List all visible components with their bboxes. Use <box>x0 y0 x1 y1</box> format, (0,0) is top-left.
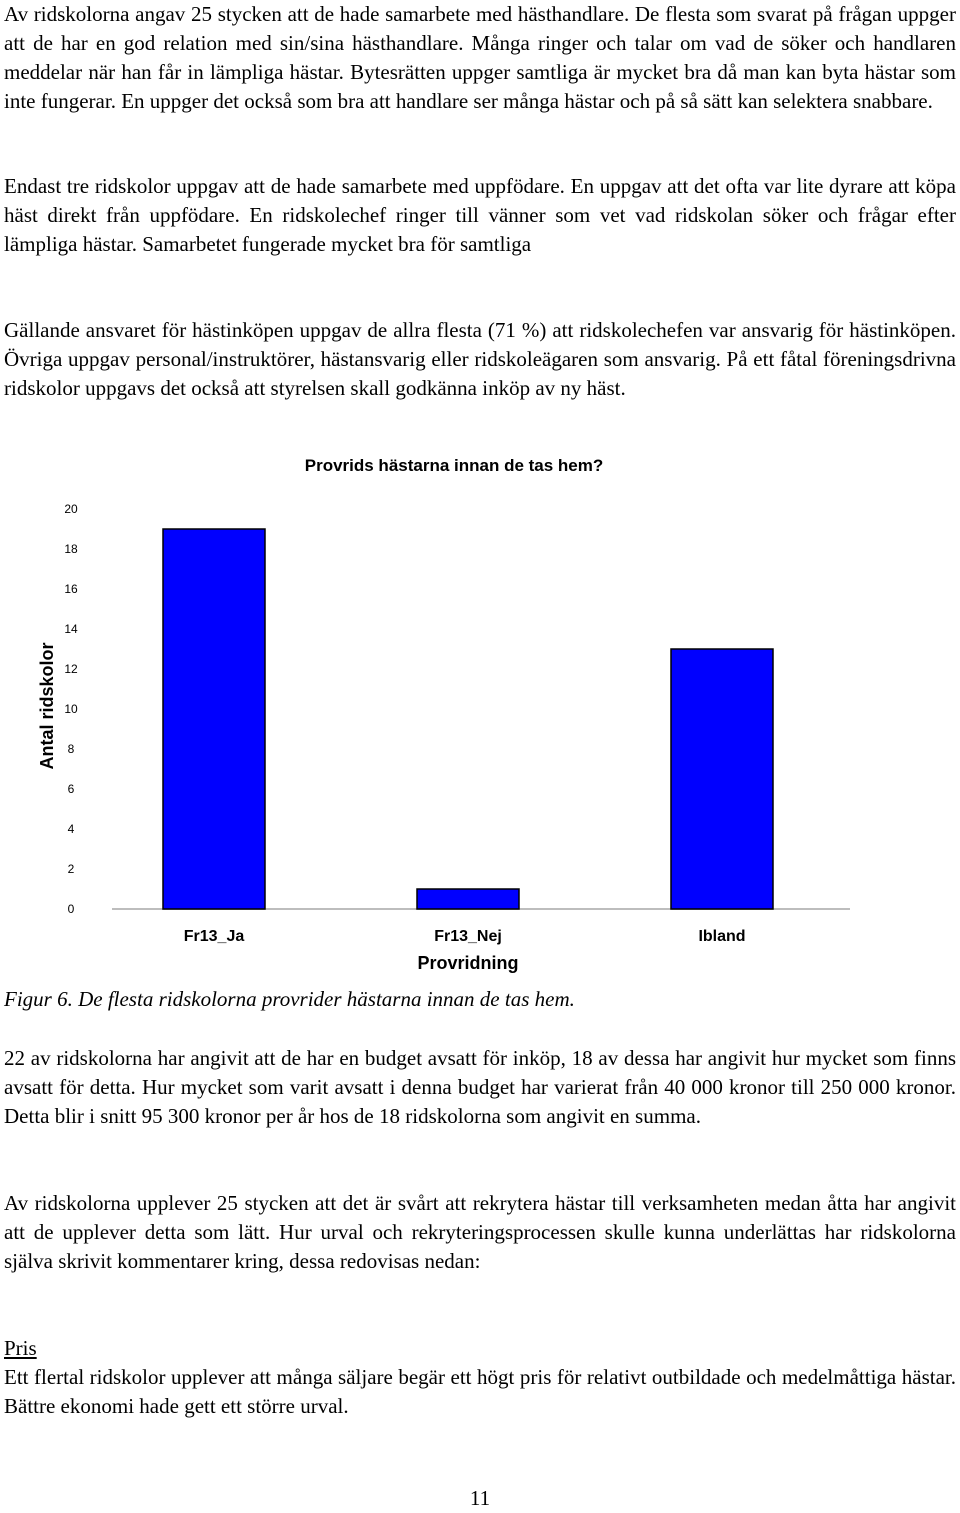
paragraph-budget: 22 av ridskolorna har angivit att de har en budget avsatt för inköp, 18 av dessa har angivit hur mycket som finns avsatt för detta. Hur mycket som varit avsatt i denna budget har varierat från 40 000 kronor till 250 000 kronor. Detta blir i snitt 95 300 kronor per år hos de 18 ridskolorna som angivit en summa. <box>4 1046 956 1128</box>
y-tick-label: 16 <box>64 582 78 596</box>
bar-fr13-nej <box>417 889 519 909</box>
x-tick-label: Fr13_Nej <box>434 928 502 945</box>
y-tick-label: 2 <box>67 862 75 876</box>
page-number: 11 <box>469 1486 491 1510</box>
y-tick-label: 20 <box>64 502 78 516</box>
paragraph-handlare: Av ridskolorna angav 25 stycken att de hade samarbete med hästhandlare. De flesta som svarat på frågan uppger att de har en god relation med sin/sina hästhandlare. Många ringer och talar om vad de söker och handlaren meddelar när han får in lämpliga hästar. Bytesrätten uppger samtliga är mycket bra då man kan byta hästar som inte fungerar. En uppger det också som bra att handlare ser många hästar och på så sätt kan selektera snabbare. <box>4 2 956 113</box>
y-tick-label: 8 <box>67 742 75 756</box>
chart-x-axis-label: Provridning <box>417 953 519 973</box>
paragraph-rekrytering: Av ridskolorna upplever 25 stycken att det är svårt att rekrytera hästar till verksamheten medan åtta har angivit att de upplever detta som lätt. Hur urval och rekryteringsprocessen skulle kunna underlättas har ridskolorna själva skrivit kommentarer kring, dessa redovisas nedan: <box>4 1191 956 1273</box>
y-tick-label: 12 <box>64 662 78 676</box>
y-tick-label: 6 <box>67 782 75 796</box>
bar-fr13-ja <box>163 529 265 909</box>
chart-title: Provrids hästarna innan de tas hem? <box>304 456 604 475</box>
bar-chart <box>0 445 960 975</box>
chart-bars <box>163 529 773 909</box>
figure-caption: Figur 6. De flesta ridskolorna provrider hästarna innan de tas hem. <box>4 987 575 1011</box>
paragraph-pris: Ett flertal ridskolor upplever att många säljare begär ett högt pris för relativt outbildade och medelmåttiga hästar. Bättre ekonomi hade gett ett större urval. <box>4 1365 956 1418</box>
chart-y-ticks <box>64 502 78 916</box>
chart-y-axis-label: Antal ridskolor <box>37 642 57 770</box>
paragraph-ansvar: Gällande ansvaret för hästinköpen uppgav de allra flesta (71 %) att ridskolechefen var ansvarig för hästinköpen. Övriga uppgav personal/instruktörer, hästansvarig eller ridskoleägaren som ansvarig. På ett fåtal föreningsdrivna ridskolor uppgavs det också att styrelsen skall godkänna inköp av ny häst. <box>4 318 956 400</box>
y-tick-label: 14 <box>64 622 78 636</box>
section-heading-pris: Pris <box>4 1336 37 1360</box>
chart-x-ticks <box>184 928 746 945</box>
y-tick-label: 10 <box>64 702 78 716</box>
x-tick-label: Ibland <box>698 928 746 945</box>
paragraph-uppfodare: Endast tre ridskolor uppgav att de hade samarbete med uppfödare. En uppgav att det ofta var lite dyrare att köpa häst direkt från uppfödare. En ridskolechef ringer till vänner som vet vad ridskolan söker och frågar efter lämpliga hästar. Samarbetet fungerade mycket bra för samtliga <box>4 174 956 256</box>
y-tick-label: 18 <box>64 542 78 556</box>
x-tick-label: Fr13_Ja <box>183 928 245 945</box>
y-tick-label: 4 <box>67 822 75 836</box>
y-tick-label: 0 <box>67 902 75 916</box>
bar-ibland <box>671 649 773 909</box>
